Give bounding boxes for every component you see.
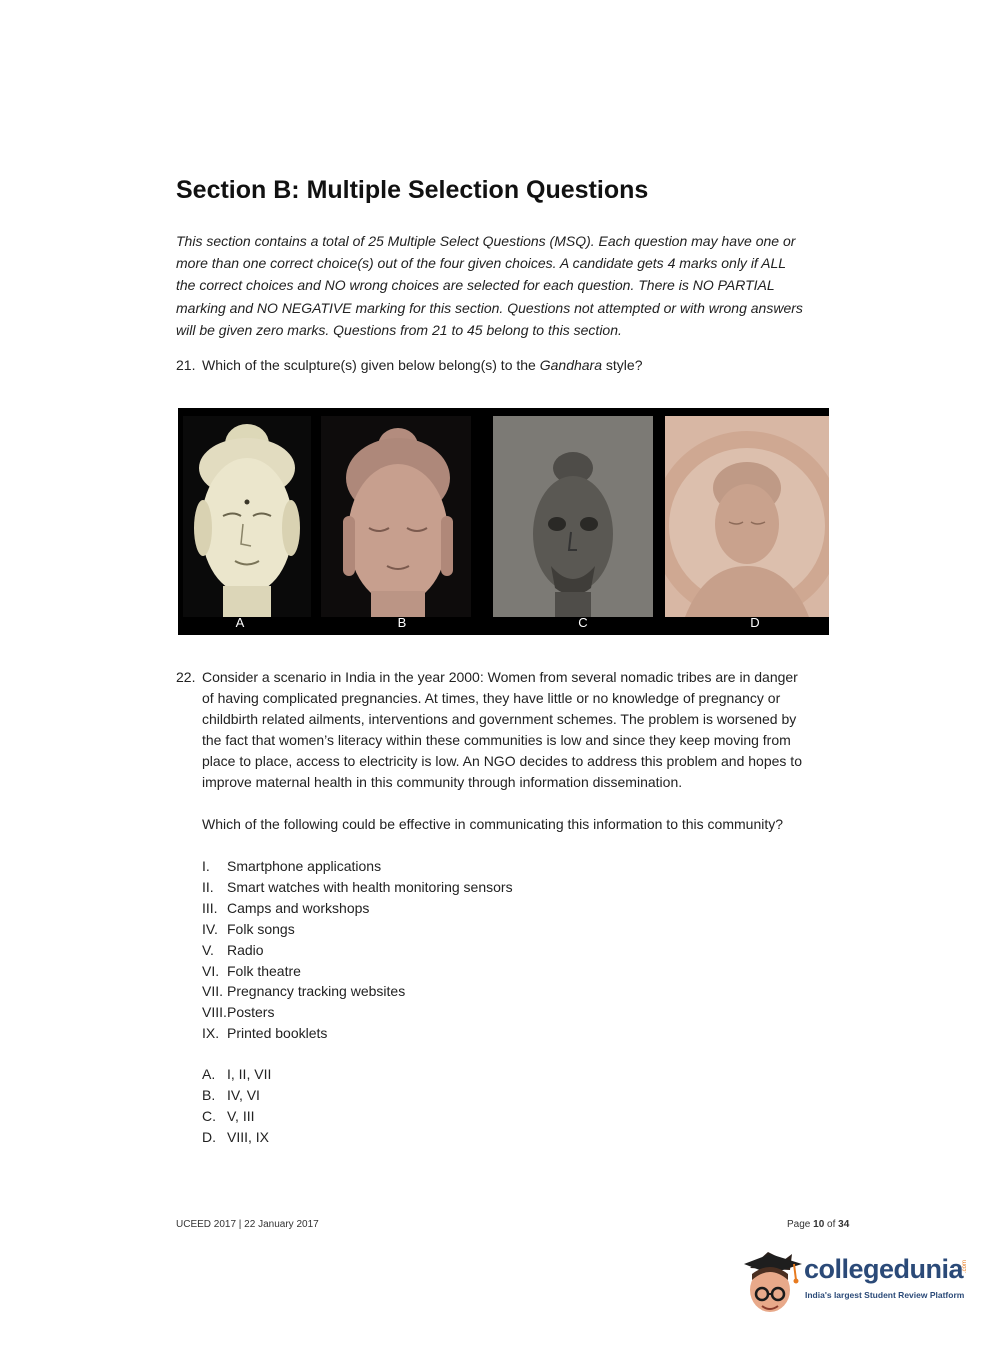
intro-line: This section contains a total of 25 Multiple Select Questions (MSQ). Each question may have one or bbox=[176, 233, 796, 249]
section-instructions bbox=[176, 230, 828, 341]
question-text-line: improve maternal health in this community through information dissemination. bbox=[202, 773, 683, 790]
sub-question: Which of the following could be effective in communicating this information to this community? bbox=[202, 816, 784, 832]
sculpture-d-image bbox=[665, 416, 829, 617]
question-text-line: place to place, access to electricity is low. An NGO decides to address this problem and hopes to bbox=[202, 752, 802, 769]
intro-line: the correct choices and NO wrong choices are selected for each question. There is NO PARTIAL bbox=[176, 277, 775, 294]
sculpture-label-d: D bbox=[750, 615, 760, 630]
answer-option: D. VIII, IX bbox=[202, 1128, 270, 1145]
answer-option: B. IV, VI bbox=[202, 1086, 260, 1103]
sculpture-label-c: C bbox=[578, 615, 588, 630]
question-text: style? bbox=[602, 357, 643, 373]
list-item: IX. Printed booklets bbox=[202, 1025, 328, 1042]
question-number: 22. bbox=[176, 669, 196, 685]
question-text-line: childbirth related ailments, interventions and government schemes. The problem is worsened by bbox=[202, 710, 797, 727]
sculpture-a-image bbox=[183, 416, 311, 617]
list-item: VIII.Posters bbox=[202, 1004, 275, 1021]
sculpture-b-image bbox=[321, 416, 471, 617]
sculpture-label-b: B bbox=[397, 615, 407, 630]
answer-option: C. V, III bbox=[202, 1107, 255, 1124]
list-item: V. Radio bbox=[202, 941, 264, 958]
sculpture-label-a: A bbox=[235, 615, 245, 630]
intro-line: will be given zero marks. Questions from 21 to 45 belong to this section. bbox=[176, 321, 622, 338]
list-item: II. Smart watches with health monitoring sensors bbox=[202, 878, 513, 895]
list-item: IV. Folk songs bbox=[202, 920, 295, 937]
mascot-icon bbox=[744, 1250, 806, 1320]
question-number: 21. bbox=[176, 357, 196, 373]
collegedunia-logo bbox=[744, 1250, 974, 1320]
sculpture-image-strip bbox=[178, 408, 829, 635]
logo-wordmark: collegedunia bbox=[804, 1254, 964, 1284]
list-item: I. Smartphone applications bbox=[202, 858, 382, 874]
intro-line: marking and NO NEGATIVE marking for this section. Questions not attempted or with wrong answers bbox=[176, 299, 803, 316]
question-text-line: of having complicated pregnancies. At times, they have little or no knowledge of pregnancy or bbox=[202, 689, 781, 706]
footer-exam-info: UCEED 2017 | 22 January 2017 bbox=[176, 1219, 319, 1230]
question-text-line: Consider a scenario in India in the year 2000: Women from several nomadic tribes are in danger bbox=[202, 669, 798, 685]
logo-tagline: India's largest Student Review Platform bbox=[805, 1290, 965, 1300]
sculpture-c-image bbox=[493, 416, 653, 617]
logo-domain-suffix: .com bbox=[962, 1260, 968, 1274]
roman-numeral-list bbox=[202, 856, 513, 1044]
list-item: VII. Pregnancy tracking websites bbox=[202, 983, 406, 1000]
list-item: III. Camps and workshops bbox=[202, 899, 370, 916]
question-21 bbox=[176, 355, 642, 376]
question-text-italic: Gandhara bbox=[539, 357, 603, 373]
answer-options bbox=[202, 1064, 271, 1148]
question-text-line: the fact that women’s literacy within these communities is low and since they keep moving from bbox=[202, 731, 791, 748]
list-item: VI. Folk theatre bbox=[202, 962, 301, 979]
footer-page-number: Page 10 of 34 bbox=[787, 1219, 850, 1230]
answer-option: A. I, II, VII bbox=[202, 1066, 272, 1082]
question-text: Which of the sculpture(s) given below belong(s) to the bbox=[202, 357, 540, 373]
section-title: Section B: Multiple Selection Questions bbox=[176, 176, 649, 204]
question-22 bbox=[176, 667, 802, 792]
intro-line: more than one correct choice(s) out of the four given choices. A candidate gets 4 marks only if ALL bbox=[176, 255, 787, 272]
